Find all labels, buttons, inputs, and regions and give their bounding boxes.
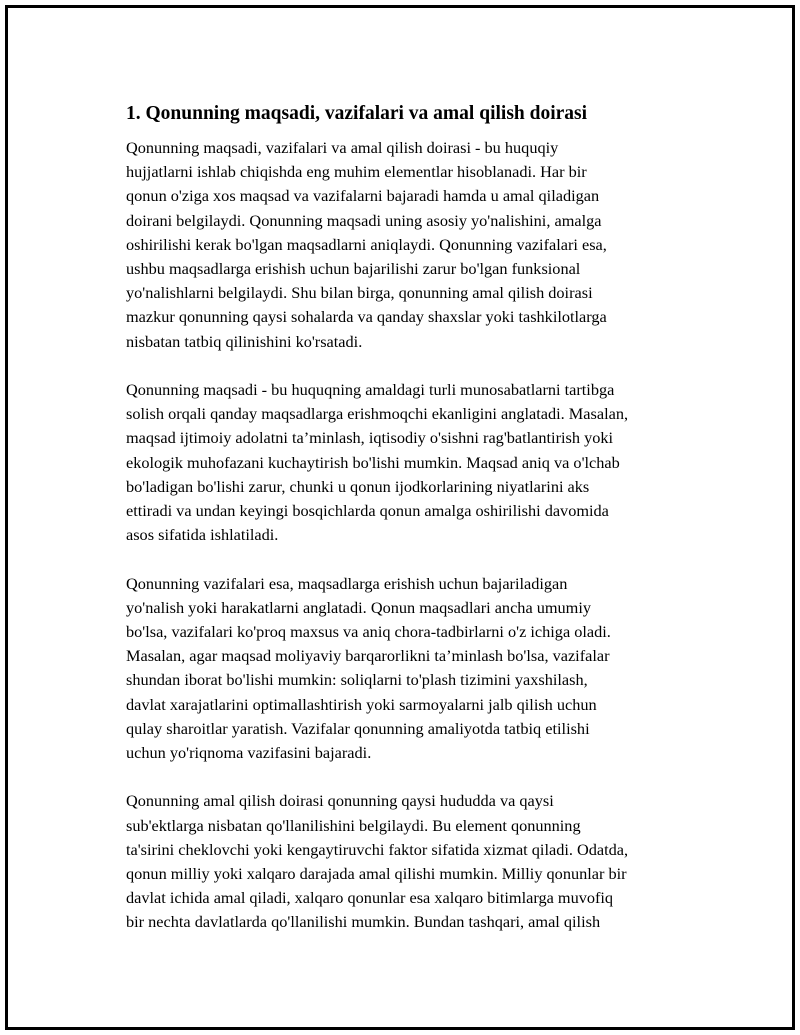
text-line: asos sifatida ishlatiladi. — [126, 525, 279, 545]
text-line: shundan iborat bo'lishi mumkin: soliqlarni to'plash tizimini yaxshilash, — [126, 670, 588, 690]
text-line: davlat ichida amal qiladi, xalqaro qonunlar esa xalqaro bitimlarga muvofiq — [126, 888, 614, 908]
text-line: maqsad ijtimoiy adolatni ta’minlash, iqtisodiy o'sishni rag'batlantirish yoki — [126, 428, 614, 448]
text-line: doirani belgilaydi. Qonunning maqsadi uning asosiy yo'nalishini, amalga — [126, 210, 602, 230]
text-line: nisbatan tatbiq qilinishini ko'rsatadi. — [126, 331, 363, 351]
text-line: solish orqali qanday maqsadlarga erishmoqchi ekanligini anglatadi. Masalan, — [126, 404, 629, 424]
text-line: uchun yo'riqnoma vazifasini bajaradi. — [126, 743, 372, 763]
paragraph-3 — [126, 572, 706, 766]
page-frame — [5, 5, 795, 1030]
text-line: ushbu maqsadlarga erishish uchun bajarilishi zarur bo'lgan funksional — [126, 259, 581, 279]
text-line: qonun o'ziga xos maqsad va vazifalarni bajaradi hamda u amal qiladigan — [126, 186, 600, 206]
text-line: Qonunning maqsadi, vazifalari va amal qilish doirasi - bu huquqiy — [126, 138, 559, 157]
text-line: yo'nalish yoki harakatlarni anglatadi. Qonun maqsadlari ancha umumiy — [126, 597, 592, 617]
text-line: Qonunning maqsadi - bu huquqning amaldagi turli munosabatlarni tartibga — [126, 380, 615, 400]
paragraph-2 — [126, 378, 706, 547]
text-line: qulay sharoitlar yaratish. Vazifalar qonunning amaliyotda tatbiq etilishi — [126, 718, 590, 738]
text-line: davlat xarajatlarini optimallashtirish yoki sarmoyalarni jalb qilish uchun — [126, 694, 597, 714]
text-line: ettiradi va undan keyingi bosqichlarda qonun amalga oshirilishi davomida — [126, 501, 609, 521]
text-line: oshirilishi kerak bo'lgan maqsadlarni aniqlaydi. Qonunning vazifalari esa, — [126, 234, 607, 254]
text-line: qonun milliy yoki xalqaro darajada amal qilishi mumkin. Milliy qonunlar bir — [126, 864, 627, 884]
text-line: ekologik muhofazani kuchaytirish bo'lishi mumkin. Maqsad aniq va o'lchab — [126, 452, 620, 472]
text-line: bo'lsa, vazifalari ko'proq maxsus va aniq chora-tadbirlarni o'z ichiga oladi. — [126, 622, 611, 642]
text-line: Qonunning vazifalari esa, maqsadlarga erishish uchun bajariladigan — [126, 573, 568, 593]
paragraph-1 — [126, 136, 706, 354]
text-line: mazkur qonunning qaysi sohalarda va qanday shaxslar yoki tashkilotlarga — [126, 307, 607, 327]
paragraph-4 — [126, 789, 706, 934]
text-line: ta'sirini cheklovchi yoki kengaytiruvchi faktor sifatida xizmat qiladi. Odatda, — [126, 839, 629, 859]
text-line: Qonunning amal qilish doirasi qonunning qaysi hududda va qaysi — [126, 791, 554, 811]
document-body — [126, 101, 706, 959]
section-heading: 1. Qonunning maqsadi, vazifalari va amal qilish doirasi — [126, 103, 588, 124]
text-line: yo'nalishlarni belgilaydi. Shu bilan birga, qonunning amal qilish doirasi — [126, 283, 593, 303]
text-line: bir nechta davlatlarda qo'llanilishi mumkin. Bundan tashqari, amal qilish — [126, 912, 601, 932]
text-line: hujjatlarni ishlab chiqishda eng muhim elementlar hisoblanadi. Har bir — [126, 162, 587, 182]
text-line: Masalan, agar maqsad moliyaviy barqarorlikni ta’minlash bo'lsa, vazifalar — [126, 646, 610, 666]
text-line: bo'ladigan bo'lishi zarur, chunki u qonun ijodkorlarining niyatlarini aks — [126, 476, 590, 496]
text-line: sub'ektlarga nisbatan qo'llanilishini belgilaydi. Bu element qonunning — [126, 815, 581, 835]
